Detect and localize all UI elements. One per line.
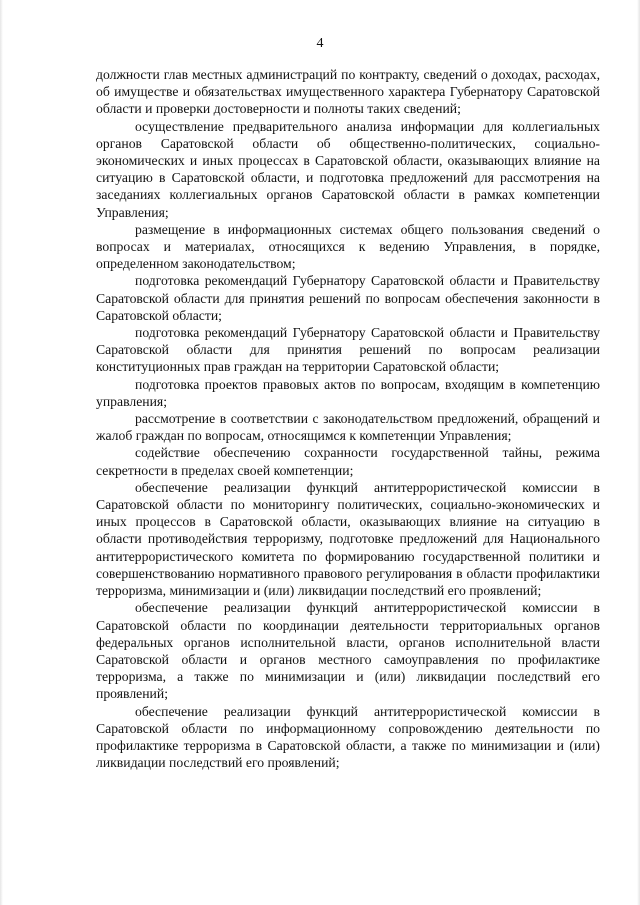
paragraph-continuation: должности глав местных администраций по контракту, сведений о доходах, расходах, об имуществе и обязательствах имущественного характера Губернатору Саратовской области и проверки достоверности и полноты таких сведений; xyxy=(96,67,600,117)
paragraph: обеспечение реализации функций антитеррористической комиссии в Саратовской области по координации деятельности территориальных органов федеральных органов исполнительной власти, органов исполнительной власти Саратовской области и органов местного самоуправления по профилактике терроризма, а также по минимизации и (или) ликвидации последствий его проявлений; xyxy=(96,600,600,702)
paragraph: обеспечение реализации функций антитеррористической комиссии в Саратовской области по информационному сопровождению деятельности по профилактике терроризма в Саратовской области, а также по минимизации и (или) ликвидации последствий его проявлений; xyxy=(96,703,600,771)
paragraph: подготовка проектов правовых актов по вопросам, входящим в компетенцию управления; xyxy=(96,376,600,409)
document-body xyxy=(96,66,600,771)
paragraph: подготовка рекомендаций Губернатору Саратовской области и Правительству Саратовской области для принятия решений по вопросам обеспечения законности в Саратовской области; xyxy=(96,273,600,323)
paragraph: обеспечение реализации функций антитеррористической комиссии в Саратовской области по мониторингу политических, социально-экономических и иных процессов в Саратовской области, оказывающих влияние на ситуацию в области противодействия терроризму, подготовке предложений для Национального антитеррористического комитета по формированию государственной политики и совершенствованию нормативного правового регулирования в области профилактики терроризма, минимизации и (или) ликвидации последствий его проявлений; xyxy=(96,479,600,599)
page-number: 4 xyxy=(316,36,324,51)
paragraph: размещение в информационных системах общего пользования сведений о вопросах и материалах, относящихся к ведению Управления, в порядке, определенном законодательством; xyxy=(96,221,600,272)
paragraph: содействие обеспечению сохранности государственной тайны, режима секретности в пределах своей компетенции; xyxy=(96,445,600,478)
paragraph: осуществление предварительного анализа информации для коллегиальных органов Саратовской области об общественно-политических, социально-экономических и иных процессах в Саратовской области, оказывающих влияние на ситуацию в Саратовской области, и подготовка предложений для рассмотрения на заседаниях коллегиальных органов Саратовской области в рамках компетенции Управления; xyxy=(96,118,600,220)
paragraph: рассмотрение в соответствии с законодательством предложений, обращений и жалоб граждан по вопросам, относящимся к компетенции Управления; xyxy=(96,411,600,444)
paragraph: подготовка рекомендаций Губернатору Саратовской области и Правительству Саратовской области для принятия решений по вопросам реализации конституционных прав граждан на территории Саратовской области; xyxy=(96,325,600,375)
scan-edge-left xyxy=(0,0,3,905)
